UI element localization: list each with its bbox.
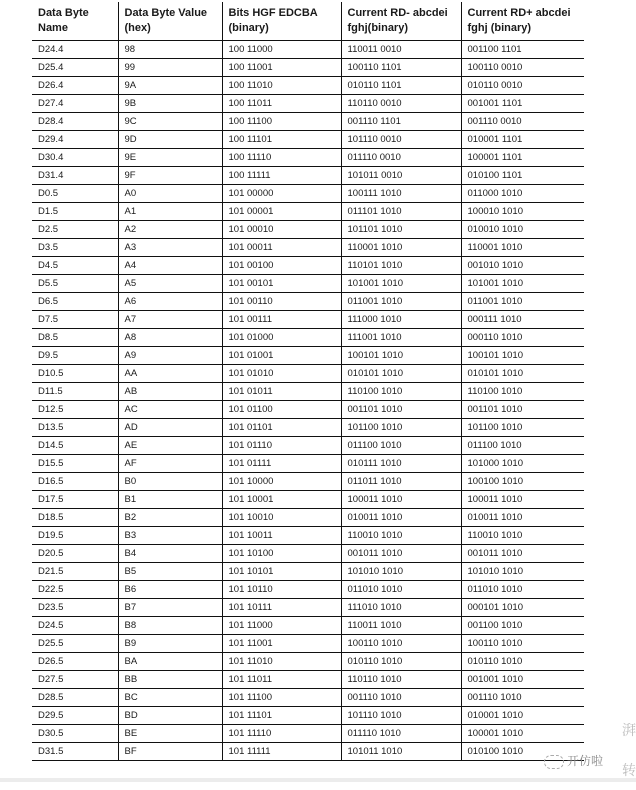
hex-value-cell: B7 xyxy=(118,599,222,617)
data-byte-name-cell: D22.5 xyxy=(32,581,118,599)
binary-bits-cell: 101 00110 xyxy=(222,293,341,311)
data-byte-name-cell: D0.5 xyxy=(32,185,118,203)
hex-value-cell: AE xyxy=(118,437,222,455)
rd-plus-cell: 110001 1010 xyxy=(461,239,584,257)
table-row xyxy=(32,365,584,383)
hex-value-cell: BD xyxy=(118,707,222,725)
binary-bits-cell: 100 11101 xyxy=(222,131,341,149)
table-row xyxy=(32,347,584,365)
rd-minus-cell: 111000 1010 xyxy=(341,311,461,329)
rd-plus-cell: 100011 1010 xyxy=(461,491,584,509)
data-byte-name-cell: D12.5 xyxy=(32,401,118,419)
rd-minus-cell: 110101 1010 xyxy=(341,257,461,275)
hex-value-cell: AA xyxy=(118,365,222,383)
binary-bits-cell: 101 00001 xyxy=(222,203,341,221)
hex-value-cell: A2 xyxy=(118,221,222,239)
column-header-line1: Current RD- abcdei xyxy=(347,7,448,19)
rd-plus-cell: 011100 1010 xyxy=(461,437,584,455)
data-byte-name-cell: D26.4 xyxy=(32,77,118,95)
binary-bits-cell: 101 01011 xyxy=(222,383,341,401)
rd-plus-cell: 100001 1010 xyxy=(461,725,584,743)
hex-value-cell: A8 xyxy=(118,329,222,347)
rd-plus-cell: 101010 1010 xyxy=(461,563,584,581)
rd-minus-cell: 101010 1010 xyxy=(341,563,461,581)
rd-minus-cell: 011010 1010 xyxy=(341,581,461,599)
table-row xyxy=(32,707,584,725)
table-row xyxy=(32,149,584,167)
data-byte-name-cell: D10.5 xyxy=(32,365,118,383)
binary-bits-cell: 101 10001 xyxy=(222,491,341,509)
hex-value-cell: A3 xyxy=(118,239,222,257)
rd-plus-cell: 011010 1010 xyxy=(461,581,584,599)
rd-plus-cell: 001011 1010 xyxy=(461,545,584,563)
hex-value-cell: BC xyxy=(118,689,222,707)
data-byte-name-cell: D11.5 xyxy=(32,383,118,401)
table-row xyxy=(32,59,584,77)
hex-value-cell: B0 xyxy=(118,473,222,491)
rd-minus-cell: 010110 1010 xyxy=(341,653,461,671)
table-row xyxy=(32,257,584,275)
binary-bits-cell: 101 01111 xyxy=(222,455,341,473)
binary-bits-cell: 101 01001 xyxy=(222,347,341,365)
table-row xyxy=(32,311,584,329)
rd-minus-cell: 010101 1010 xyxy=(341,365,461,383)
hex-value-cell: B4 xyxy=(118,545,222,563)
footer-bar xyxy=(0,778,636,782)
data-byte-name-cell: D16.5 xyxy=(32,473,118,491)
wechat-icon xyxy=(544,755,564,769)
data-byte-name-cell: D20.5 xyxy=(32,545,118,563)
table-body xyxy=(32,41,584,761)
binary-bits-cell: 101 10111 xyxy=(222,599,341,617)
rd-plus-cell: 110100 1010 xyxy=(461,383,584,401)
rd-plus-cell: 011000 1010 xyxy=(461,185,584,203)
rd-minus-cell: 001011 1010 xyxy=(341,545,461,563)
watermark-text: 开仿啦 xyxy=(567,754,604,768)
rd-plus-cell: 011001 1010 xyxy=(461,293,584,311)
hex-value-cell: 9A xyxy=(118,77,222,95)
column-header xyxy=(461,2,584,41)
hex-value-cell: BF xyxy=(118,743,222,761)
hex-value-cell: A1 xyxy=(118,203,222,221)
table-row xyxy=(32,41,584,59)
binary-bits-cell: 100 11111 xyxy=(222,167,341,185)
hex-value-cell: B8 xyxy=(118,617,222,635)
rd-minus-cell: 110010 1010 xyxy=(341,527,461,545)
binary-bits-cell: 101 01110 xyxy=(222,437,341,455)
table-row xyxy=(32,689,584,707)
column-header xyxy=(341,2,461,41)
data-byte-name-cell: D5.5 xyxy=(32,275,118,293)
data-byte-name-cell: D29.4 xyxy=(32,131,118,149)
table-row xyxy=(32,599,584,617)
rd-minus-cell: 010111 1010 xyxy=(341,455,461,473)
rd-minus-cell: 101101 1010 xyxy=(341,221,461,239)
hex-value-cell: A9 xyxy=(118,347,222,365)
hex-value-cell: A4 xyxy=(118,257,222,275)
table-row xyxy=(32,203,584,221)
table-row xyxy=(32,671,584,689)
table-row xyxy=(32,617,584,635)
rd-minus-cell: 011001 1010 xyxy=(341,293,461,311)
header-row xyxy=(32,2,584,41)
hex-value-cell: 9B xyxy=(118,95,222,113)
binary-bits-cell: 100 11110 xyxy=(222,149,341,167)
data-byte-name-cell: D18.5 xyxy=(32,509,118,527)
rd-plus-cell: 010110 0010 xyxy=(461,77,584,95)
data-byte-name-cell: D28.4 xyxy=(32,113,118,131)
hex-value-cell: AC xyxy=(118,401,222,419)
column-header-line2: Name xyxy=(38,22,68,34)
binary-bits-cell: 101 01101 xyxy=(222,419,341,437)
data-byte-name-cell: D30.5 xyxy=(32,725,118,743)
binary-bits-cell: 101 01000 xyxy=(222,329,341,347)
rd-minus-cell: 001110 1010 xyxy=(341,689,461,707)
rd-minus-cell: 011101 1010 xyxy=(341,203,461,221)
hex-value-cell: BB xyxy=(118,671,222,689)
hex-value-cell: AF xyxy=(118,455,222,473)
hex-value-cell: B9 xyxy=(118,635,222,653)
hex-value-cell: A6 xyxy=(118,293,222,311)
table-row xyxy=(32,581,584,599)
rd-plus-cell: 001110 1010 xyxy=(461,689,584,707)
column-header xyxy=(32,2,118,41)
column-header-line2: fghj (binary) xyxy=(467,22,532,34)
rd-minus-cell: 110011 0010 xyxy=(341,41,461,59)
binary-bits-cell: 101 00100 xyxy=(222,257,341,275)
rd-plus-cell: 010010 1010 xyxy=(461,221,584,239)
rd-plus-cell: 010100 1010 xyxy=(461,743,584,761)
table-row xyxy=(32,653,584,671)
data-byte-name-cell: D23.5 xyxy=(32,599,118,617)
binary-bits-cell: 101 11110 xyxy=(222,725,341,743)
data-byte-name-cell: D25.5 xyxy=(32,635,118,653)
data-byte-name-cell: D15.5 xyxy=(32,455,118,473)
binary-bits-cell: 101 01100 xyxy=(222,401,341,419)
binary-bits-cell: 101 11000 xyxy=(222,617,341,635)
rd-plus-cell: 100001 1101 xyxy=(461,149,584,167)
hex-value-cell: 99 xyxy=(118,59,222,77)
data-byte-name-cell: D19.5 xyxy=(32,527,118,545)
rd-minus-cell: 011100 1010 xyxy=(341,437,461,455)
column-header xyxy=(118,2,222,41)
rd-minus-cell: 100110 1101 xyxy=(341,59,461,77)
data-byte-name-cell: D25.4 xyxy=(32,59,118,77)
binary-bits-cell: 101 00111 xyxy=(222,311,341,329)
table-row xyxy=(32,419,584,437)
rd-plus-cell: 100100 1010 xyxy=(461,473,584,491)
hex-value-cell: 98 xyxy=(118,41,222,59)
hex-value-cell: BA xyxy=(118,653,222,671)
table-row xyxy=(32,113,584,131)
hex-value-cell: B5 xyxy=(118,563,222,581)
binary-bits-cell: 101 00011 xyxy=(222,239,341,257)
rd-plus-cell: 010110 1010 xyxy=(461,653,584,671)
watermark-side-char: 湃 xyxy=(622,722,636,738)
data-byte-name-cell: D26.5 xyxy=(32,653,118,671)
table-row xyxy=(32,563,584,581)
rd-minus-cell: 111001 1010 xyxy=(341,329,461,347)
hex-value-cell: 9F xyxy=(118,167,222,185)
column-header-line1: Bits HGF EDCBA xyxy=(228,7,318,19)
data-byte-name-cell: D28.5 xyxy=(32,689,118,707)
binary-bits-cell: 101 10010 xyxy=(222,509,341,527)
binary-bits-cell: 101 11011 xyxy=(222,671,341,689)
table-row xyxy=(32,77,584,95)
table-row xyxy=(32,239,584,257)
column-header-line2: fghj(binary) xyxy=(347,22,408,34)
rd-minus-cell: 001101 1010 xyxy=(341,401,461,419)
encoding-table xyxy=(32,2,584,761)
table-row xyxy=(32,509,584,527)
table-row xyxy=(32,221,584,239)
binary-bits-cell: 101 11101 xyxy=(222,707,341,725)
column-header-line2: (binary) xyxy=(228,22,269,34)
hex-value-cell: AB xyxy=(118,383,222,401)
table-row xyxy=(32,293,584,311)
rd-minus-cell: 010110 1101 xyxy=(341,77,461,95)
column-header-line1: Data Byte xyxy=(38,7,89,19)
rd-minus-cell: 010011 1010 xyxy=(341,509,461,527)
rd-minus-cell: 110110 1010 xyxy=(341,671,461,689)
data-byte-name-cell: D17.5 xyxy=(32,491,118,509)
rd-plus-cell: 101000 1010 xyxy=(461,455,584,473)
rd-plus-cell: 000110 1010 xyxy=(461,329,584,347)
binary-bits-cell: 101 11111 xyxy=(222,743,341,761)
rd-plus-cell: 010001 1101 xyxy=(461,131,584,149)
rd-plus-cell: 001101 1010 xyxy=(461,401,584,419)
rd-minus-cell: 110100 1010 xyxy=(341,383,461,401)
data-byte-name-cell: D4.5 xyxy=(32,257,118,275)
rd-minus-cell: 110110 0010 xyxy=(341,95,461,113)
binary-bits-cell: 101 00010 xyxy=(222,221,341,239)
watermark-side-char: 转 xyxy=(622,762,636,778)
binary-bits-cell: 101 00101 xyxy=(222,275,341,293)
hex-value-cell: A5 xyxy=(118,275,222,293)
table-row xyxy=(32,167,584,185)
table-row xyxy=(32,725,584,743)
rd-minus-cell: 101001 1010 xyxy=(341,275,461,293)
rd-plus-cell: 010101 1010 xyxy=(461,365,584,383)
rd-plus-cell: 101001 1010 xyxy=(461,275,584,293)
data-byte-name-cell: D2.5 xyxy=(32,221,118,239)
table-row xyxy=(32,491,584,509)
hex-value-cell: 9D xyxy=(118,131,222,149)
rd-plus-cell: 001110 0010 xyxy=(461,113,584,131)
rd-minus-cell: 100111 1010 xyxy=(341,185,461,203)
column-header xyxy=(222,2,341,41)
data-byte-name-cell: D27.4 xyxy=(32,95,118,113)
hex-value-cell: 9E xyxy=(118,149,222,167)
hex-value-cell: A0 xyxy=(118,185,222,203)
hex-value-cell: B1 xyxy=(118,491,222,509)
rd-plus-cell: 100101 1010 xyxy=(461,347,584,365)
rd-minus-cell: 101100 1010 xyxy=(341,419,461,437)
table-row xyxy=(32,473,584,491)
binary-bits-cell: 101 00000 xyxy=(222,185,341,203)
data-byte-name-cell: D8.5 xyxy=(32,329,118,347)
rd-minus-cell: 100110 1010 xyxy=(341,635,461,653)
rd-plus-cell: 001010 1010 xyxy=(461,257,584,275)
hex-value-cell: A7 xyxy=(118,311,222,329)
rd-plus-cell: 001001 1101 xyxy=(461,95,584,113)
data-byte-name-cell: D9.5 xyxy=(32,347,118,365)
table-row xyxy=(32,131,584,149)
rd-plus-cell: 101100 1010 xyxy=(461,419,584,437)
rd-plus-cell: 110010 1010 xyxy=(461,527,584,545)
column-header-line1: Current RD+ abcdei xyxy=(467,7,571,19)
rd-minus-cell: 100101 1010 xyxy=(341,347,461,365)
rd-minus-cell: 011110 1010 xyxy=(341,725,461,743)
binary-bits-cell: 101 10011 xyxy=(222,527,341,545)
table-row xyxy=(32,329,584,347)
rd-minus-cell: 011110 0010 xyxy=(341,149,461,167)
table-row xyxy=(32,185,584,203)
hex-value-cell: B6 xyxy=(118,581,222,599)
rd-minus-cell: 011011 1010 xyxy=(341,473,461,491)
data-byte-name-cell: D24.4 xyxy=(32,41,118,59)
rd-minus-cell: 110001 1010 xyxy=(341,239,461,257)
binary-bits-cell: 100 11010 xyxy=(222,77,341,95)
rd-plus-cell: 001001 1010 xyxy=(461,671,584,689)
table-row xyxy=(32,275,584,293)
table-row xyxy=(32,401,584,419)
rd-plus-cell: 001100 1101 xyxy=(461,41,584,59)
binary-bits-cell: 101 01010 xyxy=(222,365,341,383)
table-row xyxy=(32,437,584,455)
table-row xyxy=(32,545,584,563)
rd-plus-cell: 001100 1010 xyxy=(461,617,584,635)
data-byte-name-cell: D21.5 xyxy=(32,563,118,581)
binary-bits-cell: 100 11100 xyxy=(222,113,341,131)
rd-plus-cell: 010100 1101 xyxy=(461,167,584,185)
column-header-line2: (hex) xyxy=(124,22,151,34)
table-row xyxy=(32,527,584,545)
data-byte-name-cell: D6.5 xyxy=(32,293,118,311)
data-byte-name-cell: D29.5 xyxy=(32,707,118,725)
binary-bits-cell: 100 11011 xyxy=(222,95,341,113)
data-byte-name-cell: D31.4 xyxy=(32,167,118,185)
data-byte-name-cell: D1.5 xyxy=(32,203,118,221)
column-header-line1: Data Byte Value xyxy=(124,7,208,19)
rd-minus-cell: 101110 0010 xyxy=(341,131,461,149)
rd-minus-cell: 101011 1010 xyxy=(341,743,461,761)
data-byte-name-cell: D30.4 xyxy=(32,149,118,167)
rd-plus-cell: 010001 1010 xyxy=(461,707,584,725)
table-row xyxy=(32,95,584,113)
binary-bits-cell: 100 11000 xyxy=(222,41,341,59)
rd-plus-cell: 010011 1010 xyxy=(461,509,584,527)
rd-minus-cell: 110011 1010 xyxy=(341,617,461,635)
data-byte-name-cell: D7.5 xyxy=(32,311,118,329)
hex-value-cell: 9C xyxy=(118,113,222,131)
table-row xyxy=(32,455,584,473)
data-byte-name-cell: D13.5 xyxy=(32,419,118,437)
rd-plus-cell: 100110 0010 xyxy=(461,59,584,77)
data-byte-name-cell: D27.5 xyxy=(32,671,118,689)
rd-plus-cell: 000101 1010 xyxy=(461,599,584,617)
table-row xyxy=(32,635,584,653)
rd-minus-cell: 111010 1010 xyxy=(341,599,461,617)
table-row xyxy=(32,743,584,761)
rd-minus-cell: 101011 0010 xyxy=(341,167,461,185)
data-byte-name-cell: D3.5 xyxy=(32,239,118,257)
rd-minus-cell: 100011 1010 xyxy=(341,491,461,509)
binary-bits-cell: 101 11100 xyxy=(222,689,341,707)
rd-minus-cell: 101110 1010 xyxy=(341,707,461,725)
data-byte-name-cell: D31.5 xyxy=(32,743,118,761)
hex-value-cell: BE xyxy=(118,725,222,743)
watermark xyxy=(544,752,603,769)
binary-bits-cell: 100 11001 xyxy=(222,59,341,77)
data-byte-name-cell: D14.5 xyxy=(32,437,118,455)
data-byte-name-cell: D24.5 xyxy=(32,617,118,635)
rd-plus-cell: 000111 1010 xyxy=(461,311,584,329)
rd-minus-cell: 001110 1101 xyxy=(341,113,461,131)
binary-bits-cell: 101 10110 xyxy=(222,581,341,599)
binary-bits-cell: 101 11010 xyxy=(222,653,341,671)
hex-value-cell: B2 xyxy=(118,509,222,527)
table-row xyxy=(32,383,584,401)
binary-bits-cell: 101 11001 xyxy=(222,635,341,653)
hex-value-cell: B3 xyxy=(118,527,222,545)
binary-bits-cell: 101 10000 xyxy=(222,473,341,491)
rd-plus-cell: 100110 1010 xyxy=(461,635,584,653)
hex-value-cell: AD xyxy=(118,419,222,437)
binary-bits-cell: 101 10100 xyxy=(222,545,341,563)
rd-plus-cell: 100010 1010 xyxy=(461,203,584,221)
binary-bits-cell: 101 10101 xyxy=(222,563,341,581)
